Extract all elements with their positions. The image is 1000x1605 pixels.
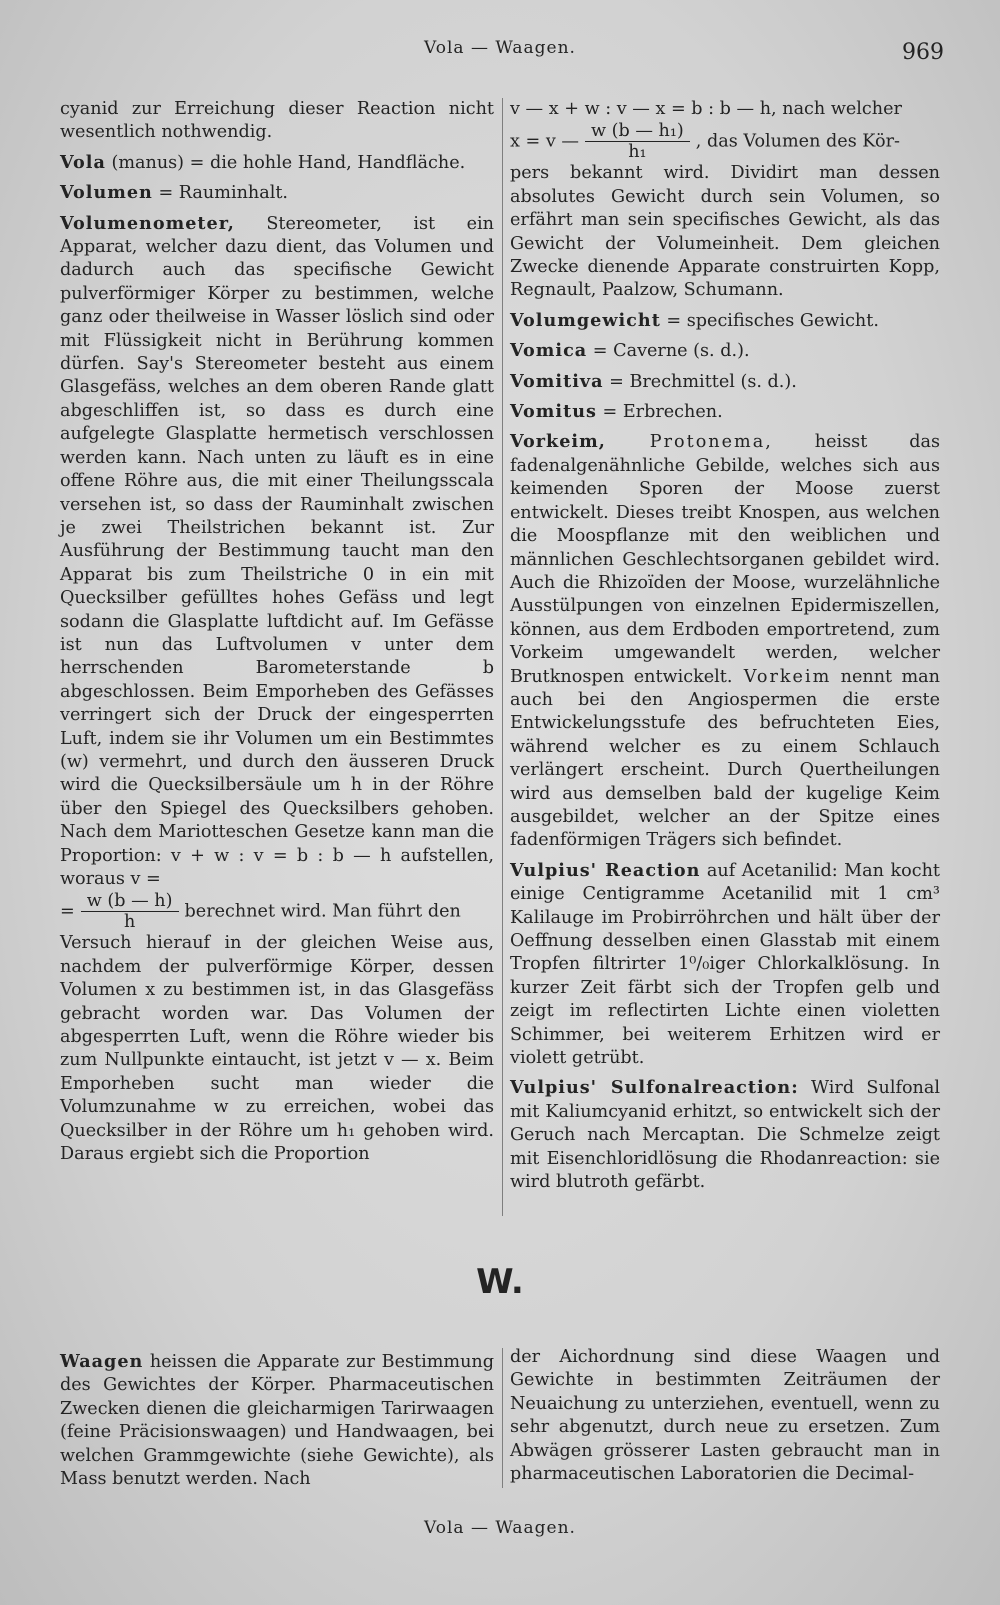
entry-volumen-text: = Rauminhalt. <box>152 183 289 204</box>
continued-paragraph: cyanid zur Erreichung dieser Reaction nicht wesentlich nothwendig. <box>60 99 494 143</box>
entry-vorkeim-text-2: nennt man auch bei den Angiospermen die erste Entwickelungsstufe des befruchteten Eies, während welcher es zu einem Schlauch verlängert erscheint. Durch Quertheilungen wird aus demselben bald der kugelige Keim ausgebildet, welcher an der Spitze eines fadenförmigen Trägers sich befindet. <box>510 666 940 851</box>
formula-numerator-right: w (b — h₁) <box>585 121 690 142</box>
entry-vulpius-sulfonal <box>510 1076 940 1194</box>
headword-vomitiva: Vomitiva <box>510 370 604 392</box>
formula-fraction-right <box>585 121 690 162</box>
headword-vomitus: Vomitus <box>510 401 597 423</box>
page-footer: Vola — Waagen. <box>424 1518 576 1538</box>
entry-vulpius-reaction-text: auf Acetanilid: Man kocht einige Centigramme Acetanilid mit 1 cm³ Kalilauge im Probirröhrchen und hält über der Oeffnung desselben einen Glasstab mit einem Tropfen filtrirter 1⁰/₀iger Chlorkalklösung. In kurzer Zeit färbt sich der Tropfen gelb und zeigt im reflectirten Lichte einen violetten Schimmer, bei weiterem Erhitzen wird er violett getrübt. <box>510 860 940 1069</box>
entry-vomitiva <box>510 370 940 394</box>
upper-right-column <box>510 98 940 1194</box>
formula-line-right <box>510 121 940 162</box>
entry-waagen-text: heissen die Apparate zur Bestimmung des Gewichtes der Körper. Pharmaceutischen Zwecken dienen die gleicharmigen Tarirwaagen (feine Präcisionswaagen) und Handwaagen, bei welchen Grammgewichte (siehe Gewichte), als Mass benutzt werden. Nach <box>60 1352 494 1490</box>
headword-volumgewicht: Volumgewicht <box>510 309 661 331</box>
column-divider-upper <box>502 98 503 1216</box>
lower-left-column <box>60 1350 494 1491</box>
running-head: Vola — Waagen. <box>424 38 576 58</box>
entry-vomica-text: = Caverne (s. d.). <box>587 341 750 362</box>
formula-denominator-right: h₁ <box>628 142 647 163</box>
waagen-continued: der Aichordnung sind diese Waagen und Gewichte in bestimmten Zeiträumen der Neuaichung zu unterziehen, eventuell, wenn zu sehr abgenutzt, durch neue zu ersetzen. Zum Abwägen grösserer Lasten gebraucht man in pharmaceutischen Laboratorien die Decimal- <box>510 1347 940 1485</box>
formula-suffix-right: , das Volumen des Kör- <box>695 131 900 152</box>
formula-numerator: w (b — h) <box>81 891 179 912</box>
vorkeim-synonym: Protonema, <box>605 432 773 453</box>
lower-right-column <box>510 1346 940 1486</box>
entry-vomitus-text: = Erbrechen. <box>596 402 723 423</box>
headword-vulpius-reaction: Vulpius' Reaction <box>510 859 701 881</box>
formula-line <box>60 891 494 932</box>
entry-volumgewicht <box>510 309 940 333</box>
formula-prefix-right: x = v — <box>510 131 579 152</box>
upper-left-column <box>60 98 494 1166</box>
entry-volumenometer-text: Stereometer, ist ein Apparat, welcher dazu dient, das Volumen und dadurch auch das specifische Gewicht pulverförmiger Körper zu bestimmen, welche ganz oder theilweise in Wasser löslich sind oder mit Flüssigkeit nicht in Berührung kommen dürfen. Say's Stereometer besteht aus einem Glasgefäss, welches an dem oberen Rande glatt abgeschliffen ist, so dass es durch eine aufgelegte Glasplatte hermetisch verschlossen werden kann. Nach unten zu läuft es in eine offene Röhre aus, die mit einer Theilungsscala versehen ist, so dass der Rauminhalt zwischen je zwei Theilstrichen bekannt ist. Zur Ausführung der Bestimmung taucht man den Apparat bis zum Theilstriche 0 in ein mit Quecksilber gefülltes hohes Gefäss und legt sodann die Glasplatte luftdicht auf. Im Gefässe ist nun das Luftvolumen v unter dem herrschenden Barometerstande b abgeschlossen. Beim Emporheben des Gefässes verringert sich der Druck der eingesperrten Luft, indem sie ihr Volumen um ein Bestimmtes (w) vermehrt, und durch den äusseren Druck wird die Quecksilbersäule um h in der Röhre über den Spiegel des Quecksilbers gehoben. Nach dem Mariotteschen Gesetze kann man die Proportion: v + w : v = b : b — h aufstellen, woraus v = <box>60 213 494 889</box>
formula-prefix: = <box>60 901 75 922</box>
entry-vomitus <box>510 400 940 424</box>
entry-vomitiva-text: = Brechmittel (s. d.). <box>603 371 797 392</box>
entry-vorkeim-text: heisst das fadenalgenähnliche Gebilde, welches sich aus keimenden Sporen der Moose zuerst entwickelt. Dieses treibt Knospen, aus welchen die Moospflanze mit den weiblichen und männlichen Geschlechtsorganen gebildet wird. Auch die Rhizoïden der Moose, wurzelähnliche Ausstülpungen von einzelnen Epidermiszellen, können, aus dem Erdboden emportretend, zum Vorkeim umgewandelt werden, welcher Brutknospen entwickelt. <box>510 432 940 687</box>
headword-volumenometer: Volumenometer, <box>60 212 235 234</box>
headword-waagen: Waagen <box>60 1351 144 1372</box>
formula-suffix: berechnet wird. Man führt den <box>184 901 461 922</box>
entry-volumen <box>60 181 494 205</box>
formula-fraction <box>81 891 179 932</box>
entry-volumgewicht-text: = specifisches Gewicht. <box>660 310 879 331</box>
page-number: 969 <box>902 40 944 65</box>
headword-vulpius-sulfonal: Vulpius' Sulfonalreaction: <box>510 1077 799 1099</box>
entry-vola-text: (manus) = die hohle Hand, Handfläche. <box>105 152 466 173</box>
entry-volumenometer <box>60 212 494 892</box>
entry-vola <box>60 151 494 175</box>
column-divider-lower <box>502 1348 503 1488</box>
headword-vomica: Vomica <box>510 340 588 362</box>
entry-vorkeim <box>510 430 940 852</box>
entry-vomica <box>510 339 940 363</box>
entry-vulpius-sulfonal-text: Wird Sulfonal mit Kaliumcyanid erhitzt, so entwickelt sich der Geruch nach Mercaptan. Die Schmelze zeigt mit Eisenchloridlösung die Rhodanreaction: sie wird blutroth gefärbt. <box>510 1078 940 1193</box>
section-letter: W. <box>476 1262 524 1302</box>
volumenometer-conclusion: pers bekannt wird. Dividirt man dessen absolutes Gewicht durch sein Volumen, so erfährt man sein specifisches Gewicht, als das Gewicht der Volumeinheit. Dem gleichen Zwecke dienende Apparate construirten Kopp, Regnault, Paalzow, Schumann. <box>510 163 940 301</box>
vorkeim-term: Vorkeim <box>732 666 832 687</box>
headword-vola: Vola <box>60 151 106 173</box>
headword-volumen: Volumen <box>60 182 153 204</box>
entry-waagen <box>60 1350 494 1491</box>
formula-denominator: h <box>123 912 136 933</box>
entry-vulpius-reaction <box>510 859 940 1071</box>
proportion-line: v — x + w : v — x = b : b — h, nach welcher <box>510 99 902 119</box>
headword-vorkeim: Vorkeim, <box>510 431 606 453</box>
volumenometer-continued: Versuch hierauf in der gleichen Weise aus, nachdem der pulverförmige Körper, dessen Volumen x zu bestimmen ist, in das Glasgefäss gebracht worden war. Das Volumen der abgesperrten Luft, wenn die Röhre wieder bis zum Nullpunkte eintaucht, ist jetzt v — x. Beim Emporheben sucht man wieder die Volumzunahme w zu erreichen, wobei das Quecksilber in der Röhre um h₁ gehoben wird. Daraus ergiebt sich die Proportion <box>60 933 494 1165</box>
